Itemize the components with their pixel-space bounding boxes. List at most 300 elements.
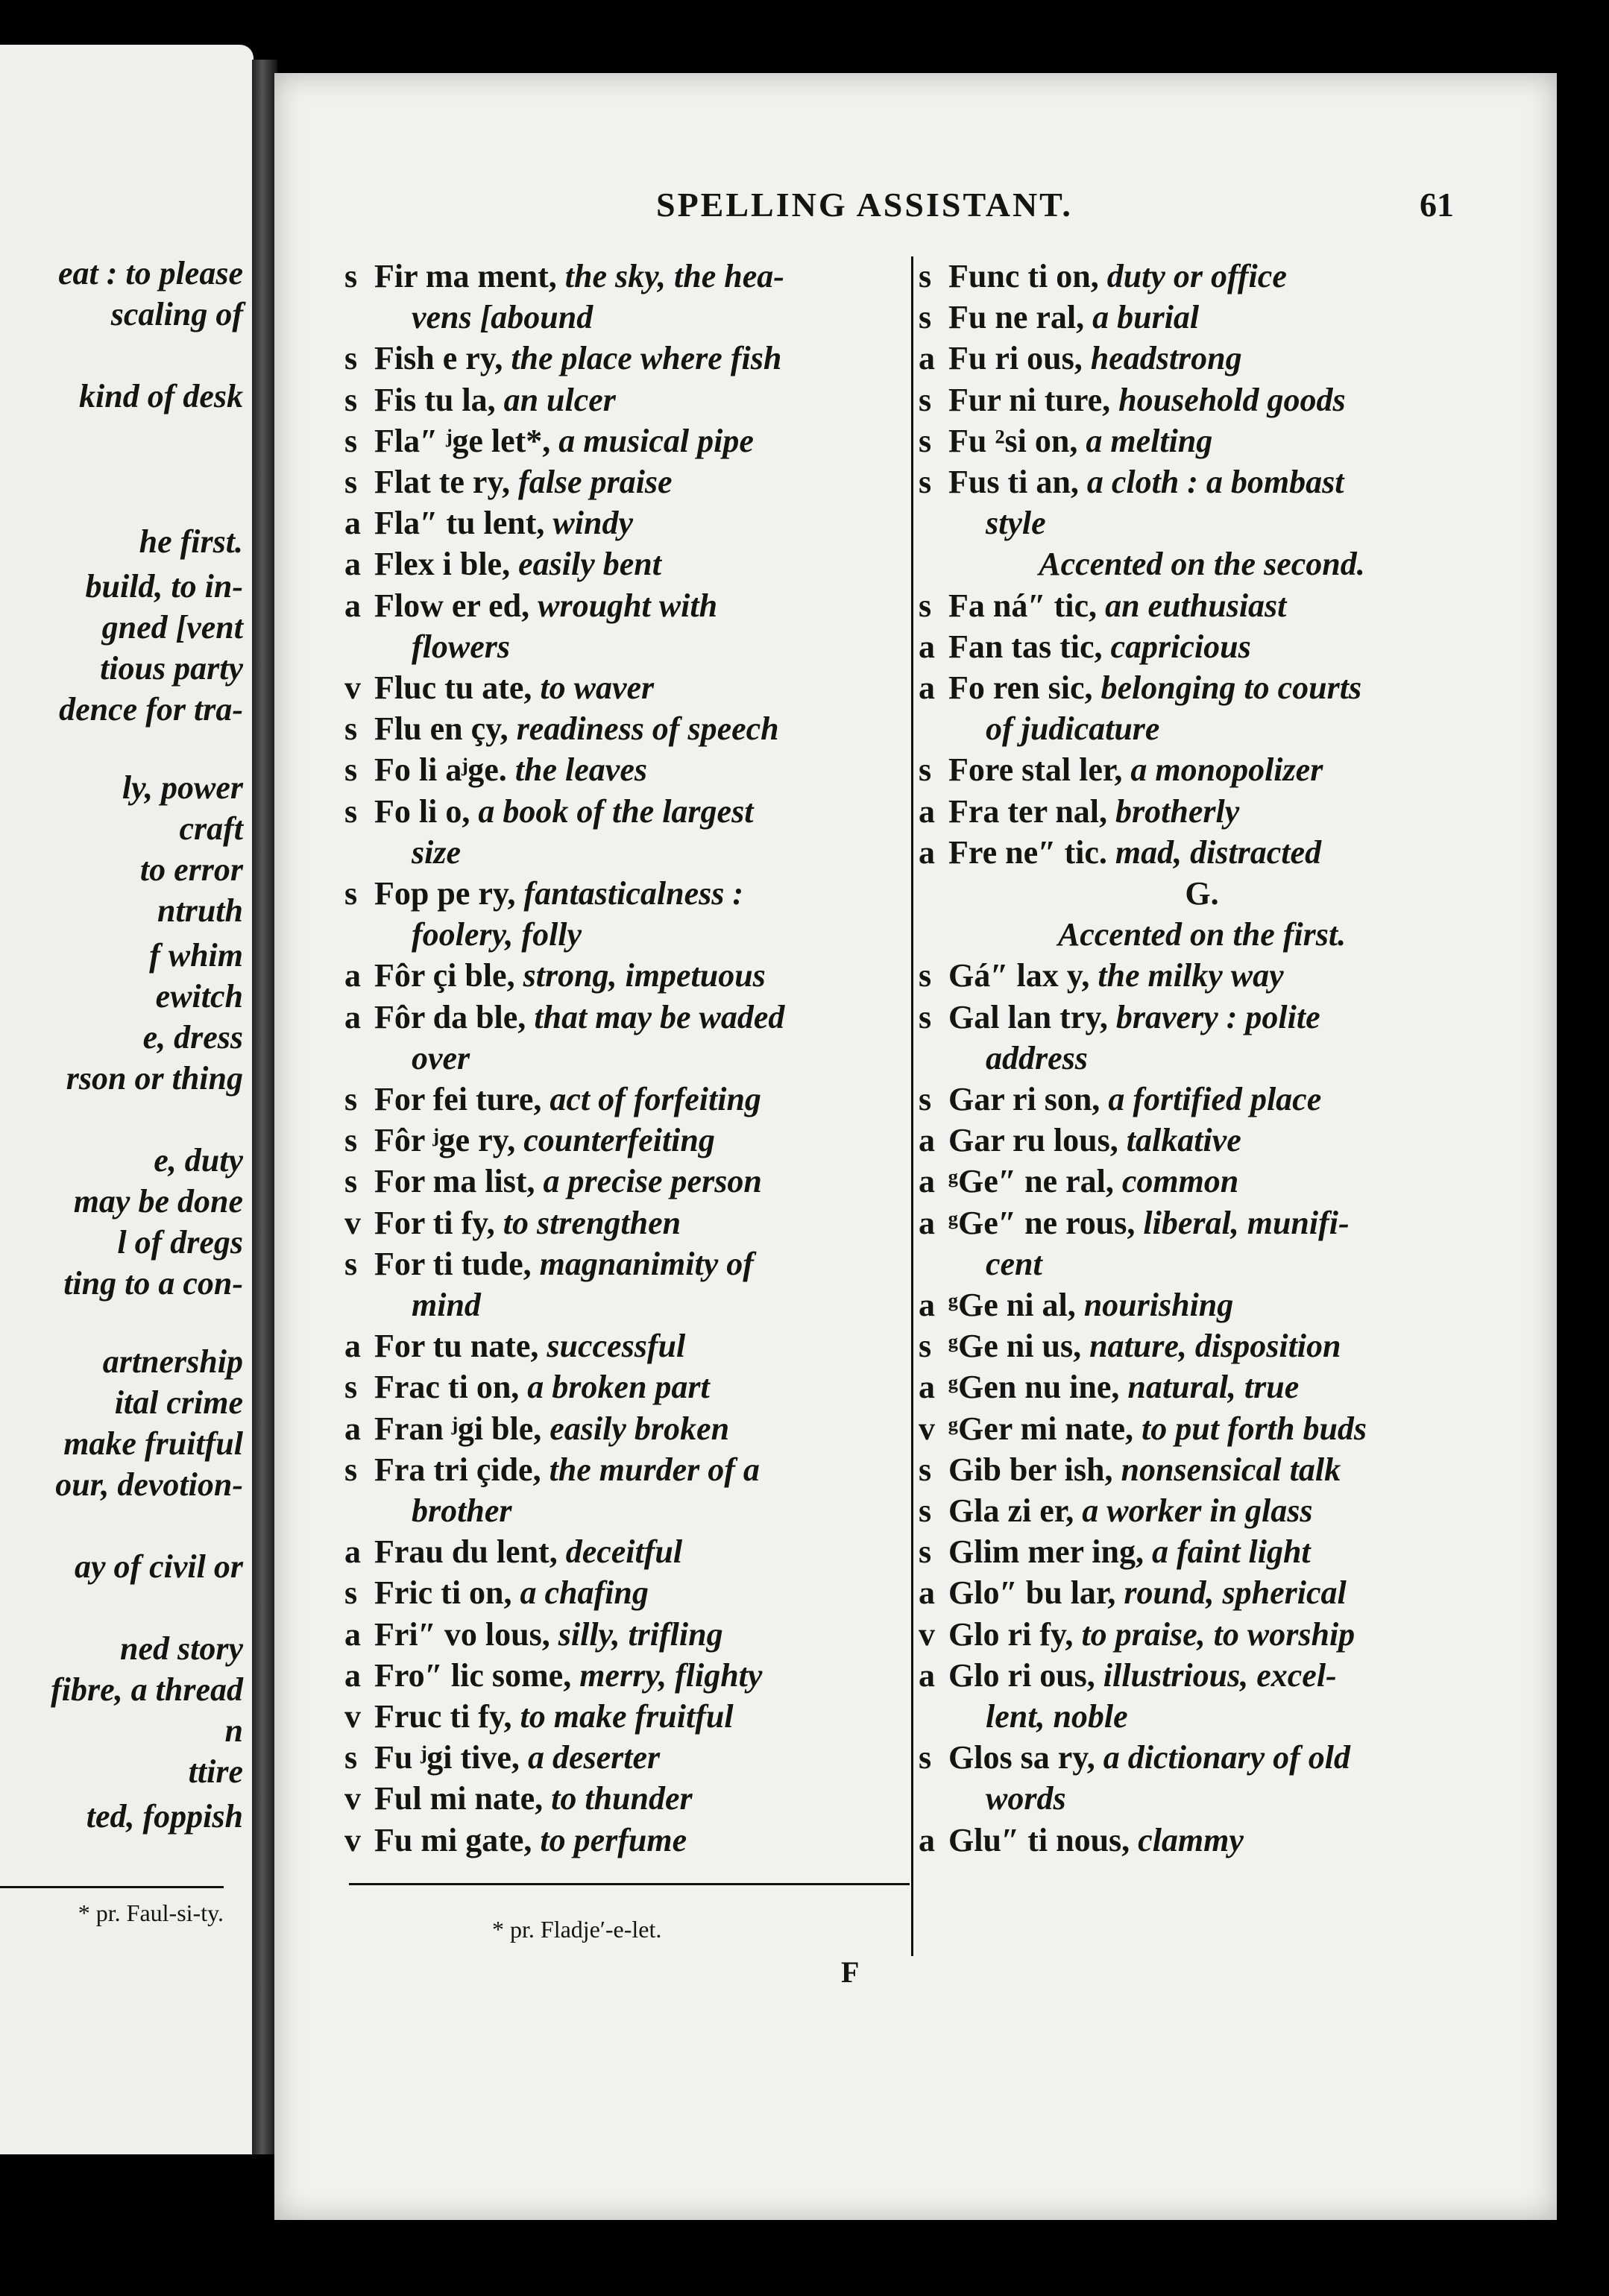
signature-mark: F: [841, 1955, 860, 1989]
dictionary-entry: [344, 503, 633, 543]
fragment-line: artnership: [102, 1343, 243, 1380]
entry-line: [919, 1244, 1042, 1284]
dictionary-entry: [344, 1779, 693, 1819]
column-divider: [911, 256, 913, 1956]
definition: a book of the largest: [478, 792, 754, 830]
entry-line: [919, 1779, 1066, 1819]
definition: nature, disposition: [1089, 1328, 1341, 1365]
headword: Fran ʲgi ble,: [374, 1410, 550, 1447]
fragment-line: l of dregs: [117, 1224, 243, 1261]
headword: Func ti on,: [948, 258, 1107, 294]
headword: Fluc tu ate,: [374, 669, 541, 706]
fragment-line: build, to in-: [85, 568, 243, 605]
dictionary-entry: [919, 1532, 1311, 1572]
entry-line: [344, 627, 510, 667]
headword: Fre ne″ tic.: [948, 833, 1115, 871]
fragment-line: ttire: [188, 1753, 243, 1790]
fragment-footnote-rule: [0, 1886, 224, 1888]
part-of-speech: s: [344, 340, 358, 377]
headword: Fu ʲgi tive,: [374, 1739, 528, 1776]
headword: Flat te ry,: [374, 464, 519, 500]
part-of-speech: s: [919, 587, 932, 624]
definition: easily bent: [518, 546, 661, 583]
definition: liberal, munifi-: [1143, 1204, 1350, 1241]
part-of-speech: s: [344, 792, 358, 830]
dictionary-entry: [344, 338, 781, 379]
headword: Fop pe ry,: [374, 875, 524, 912]
definition-continuation: mind: [412, 1287, 481, 1323]
dictionary-entry: [344, 874, 743, 914]
headword: Fôr da ble,: [374, 998, 535, 1035]
part-of-speech: s: [919, 1451, 932, 1488]
headword: ᵍGe″ ne rous,: [948, 1204, 1144, 1241]
definition: to perfume: [540, 1821, 687, 1858]
dictionary-entry: [919, 750, 1323, 790]
part-of-speech: a: [344, 1328, 361, 1365]
definition: brotherly: [1115, 792, 1240, 830]
part-of-speech: a: [344, 957, 361, 994]
definition: to put forth buds: [1142, 1410, 1367, 1447]
headword: For tu nate,: [374, 1328, 547, 1365]
part-of-speech: a: [919, 1204, 935, 1241]
part-of-speech: s: [344, 1122, 358, 1159]
dictionary-entry: [919, 1079, 1321, 1120]
headword: Flu en çy,: [374, 710, 517, 748]
fragment-line: tious party: [100, 650, 243, 687]
headword: Fra tri çide,: [374, 1451, 550, 1488]
definition: deceitful: [565, 1533, 683, 1571]
definition: a musical pipe: [558, 422, 754, 459]
headword: Fa ná″ tic,: [948, 587, 1106, 624]
part-of-speech: a: [919, 1287, 935, 1323]
definition: successful: [547, 1328, 686, 1365]
book-gutter: [252, 60, 277, 2154]
definition-continuation: over: [412, 1039, 470, 1076]
definition: counterfeiting: [523, 1122, 715, 1159]
headword: Glo″ bu lar,: [948, 1574, 1124, 1612]
part-of-speech: v: [919, 1410, 935, 1447]
dictionary-entry: [919, 462, 1344, 502]
entry-line: [919, 1038, 1088, 1079]
entry-line: [919, 1697, 1128, 1737]
definition-continuation: address: [986, 1039, 1088, 1076]
dictionary-entry: [919, 668, 1361, 708]
headword: Glos sa ry,: [948, 1739, 1103, 1776]
headword: ᵍGer mi nate,: [948, 1410, 1142, 1447]
footnote-rule: [349, 1883, 910, 1885]
headword: Fan tas tic,: [948, 628, 1111, 665]
headword: Fra ter nal,: [948, 792, 1116, 830]
headword: Fric ti on,: [374, 1574, 520, 1612]
dictionary-entry: [344, 1656, 762, 1696]
dictionary-entry: [344, 462, 673, 502]
fragment-line: eat : to please: [57, 255, 243, 291]
dictionary-entry: [344, 1203, 681, 1243]
dictionary-entry: [344, 1573, 649, 1613]
section-heading: Accented on the second.: [1039, 546, 1365, 583]
fragment-line: make fruitful: [63, 1425, 243, 1462]
headword: Fis tu la,: [374, 381, 504, 418]
definition-continuation: flowers: [412, 628, 510, 665]
definition: an euthusiast: [1105, 587, 1287, 624]
part-of-speech: a: [919, 833, 935, 871]
fragment-line: he first.: [139, 523, 243, 560]
part-of-speech: s: [919, 751, 932, 789]
part-of-speech: a: [344, 505, 361, 542]
dictionary-entry: [919, 1573, 1347, 1613]
headword: Fo ren sic,: [948, 669, 1101, 706]
dictionary-entry: [344, 421, 754, 461]
dictionary-entry: [344, 1120, 715, 1161]
part-of-speech: a: [919, 1574, 935, 1612]
fragment-line: gned [vent: [101, 609, 243, 646]
dictionary-entry: [919, 956, 1284, 996]
entry-line: [344, 833, 461, 873]
headword: ᵍGe ni al,: [948, 1287, 1084, 1323]
entry-line: [344, 297, 593, 338]
headword: Flex i ble,: [374, 546, 519, 583]
headword: ᵍGe″ ne ral,: [948, 1163, 1122, 1200]
headword: Glo ri ous,: [948, 1656, 1103, 1694]
part-of-speech: a: [919, 628, 935, 665]
headword: Fus ti an,: [948, 464, 1087, 500]
fragment-line: dence for tra-: [59, 691, 243, 728]
definition: a fortified place: [1108, 1081, 1322, 1117]
entry-line: [344, 1491, 511, 1531]
definition: illustrious, excel-: [1103, 1656, 1337, 1694]
definition: the murder of a: [549, 1451, 760, 1488]
fragment-footnote: * pr. Faul-si-ty.: [78, 1899, 224, 1926]
facing-page-fragment: [0, 45, 254, 2154]
headword: Gib ber ish,: [948, 1451, 1121, 1488]
definition: false praise: [518, 464, 673, 500]
definition: a burial: [1092, 299, 1200, 336]
dictionary-entry: [344, 1450, 760, 1490]
dictionary-entry: [344, 1820, 687, 1861]
dictionary-entry: [344, 1161, 762, 1202]
dictionary-entry: [919, 256, 1287, 297]
part-of-speech: a: [344, 1656, 361, 1694]
dictionary-entry: [344, 750, 647, 790]
part-of-speech: s: [344, 422, 358, 459]
fragment-line: ned story: [120, 1630, 243, 1667]
part-of-speech: s: [344, 1369, 358, 1406]
definition-continuation: cent: [986, 1245, 1042, 1282]
part-of-speech: s: [919, 1533, 932, 1571]
headword: Fôr çi ble,: [374, 957, 523, 994]
running-head: SPELLING ASSISTANT.: [656, 186, 1073, 224]
dictionary-entry: [344, 1367, 710, 1407]
definition: act of forfeiting: [550, 1081, 761, 1117]
entry-line: [919, 709, 1159, 749]
footnote: * pr. Fladje′-e-let.: [492, 1916, 662, 1943]
part-of-speech: s: [344, 464, 358, 500]
fragment-line: ewitch: [155, 978, 243, 1015]
definition-continuation: size: [412, 833, 461, 871]
headword: Gal lan try,: [948, 998, 1116, 1035]
definition: a broken part: [527, 1369, 710, 1406]
definition: round, spherical: [1124, 1574, 1347, 1612]
part-of-speech: s: [344, 381, 358, 418]
headword: Fla″ ʲge let*,: [374, 422, 559, 459]
definition: to praise, to worship: [1081, 1615, 1355, 1653]
part-of-speech: s: [919, 957, 932, 994]
definition-continuation: style: [986, 505, 1046, 542]
part-of-speech: v: [344, 669, 361, 706]
headword: For ti tude,: [374, 1245, 540, 1282]
definition: a chafing: [520, 1574, 649, 1612]
definition-continuation: foolery, folly: [412, 916, 582, 953]
part-of-speech: a: [919, 1122, 935, 1159]
definition-continuation: words: [986, 1780, 1066, 1817]
part-of-speech: s: [919, 299, 932, 336]
dictionary-entry: [344, 1409, 729, 1449]
definition: that may be waded: [534, 998, 785, 1035]
part-of-speech: a: [344, 1410, 361, 1447]
letter-heading: G.: [1185, 875, 1219, 912]
fragment-line: ting to a con-: [63, 1265, 243, 1302]
fragment-line: ntruth: [157, 892, 243, 929]
part-of-speech: a: [344, 1615, 361, 1653]
definition: wrought with: [538, 587, 718, 624]
definition: a dictionary of old: [1103, 1739, 1350, 1776]
headword: Fla″ tu lent,: [374, 505, 553, 542]
definition: an ulcer: [503, 381, 616, 418]
part-of-speech: v: [344, 1821, 361, 1858]
fragment-line: craft: [179, 810, 243, 847]
headword: Gar ru lous,: [948, 1122, 1127, 1159]
part-of-speech: a: [344, 998, 361, 1035]
dictionary-entry: [344, 792, 753, 832]
definition: duty or office: [1106, 258, 1287, 294]
definition: a deserter: [527, 1739, 661, 1776]
headword: Fur ni ture,: [948, 381, 1119, 418]
part-of-speech: a: [919, 792, 935, 830]
dictionary-entry: [919, 380, 1346, 420]
definition: to strengthen: [503, 1204, 681, 1241]
definition: to make fruitful: [520, 1698, 734, 1735]
headword: Ful mi nate,: [374, 1780, 552, 1817]
definition: household goods: [1118, 381, 1346, 418]
fragment-line: fibre, a thread: [51, 1671, 243, 1708]
headword: Fo li aʲge.: [374, 751, 515, 789]
part-of-speech: s: [919, 464, 932, 500]
dictionary-entry: [919, 421, 1212, 461]
part-of-speech: s: [919, 422, 932, 459]
dictionary-entry: [344, 997, 784, 1038]
column-right: [919, 256, 1485, 1993]
definition-continuation: brother: [412, 1492, 512, 1529]
dictionary-entry: [919, 1409, 1367, 1449]
fragment-line: ted, foppish: [86, 1798, 243, 1835]
headword: Gar ri son,: [948, 1081, 1109, 1117]
dictionary-entry: [344, 1079, 761, 1120]
definition: the leaves: [514, 751, 647, 789]
definition: a worker in glass: [1082, 1492, 1313, 1529]
part-of-speech: a: [919, 1656, 935, 1694]
headword: Fish e ry,: [374, 340, 511, 377]
definition-continuation: vens [abound: [412, 299, 593, 336]
definition: strong, impetuous: [523, 957, 766, 994]
definition: nonsensical talk: [1121, 1451, 1341, 1488]
part-of-speech: s: [919, 1739, 932, 1776]
definition: talkative: [1126, 1122, 1241, 1159]
part-of-speech: s: [344, 1163, 358, 1200]
headword: Fo li o,: [374, 792, 479, 830]
headword: Glo ri fy,: [948, 1615, 1082, 1653]
part-of-speech: a: [919, 1369, 935, 1406]
definition: windy: [552, 505, 633, 542]
headword: Glu″ ti nous,: [948, 1821, 1139, 1858]
definition: the milky way: [1098, 957, 1284, 994]
definition: a monopolizer: [1130, 751, 1323, 789]
part-of-speech: s: [344, 710, 358, 748]
dictionary-entry: [919, 627, 1251, 667]
dictionary-entry: [919, 1491, 1313, 1531]
dictionary-entry: [919, 297, 1199, 338]
definition: clammy: [1138, 1821, 1244, 1858]
dictionary-entry: [344, 1326, 685, 1366]
definition: common: [1121, 1163, 1239, 1200]
definition: a faint light: [1151, 1533, 1311, 1571]
dictionary-entry: [344, 1615, 723, 1655]
fragment-line: n: [224, 1712, 243, 1749]
fragment-line: ital crime: [114, 1384, 243, 1421]
definition: readiness of speech: [516, 710, 779, 748]
dictionary-entry: [919, 1738, 1350, 1778]
definition: nourishing: [1083, 1287, 1234, 1323]
fragment-line: our, devotion-: [55, 1466, 243, 1503]
part-of-speech: s: [919, 1081, 932, 1117]
definition: bravery : polite: [1115, 998, 1320, 1035]
fragment-line: kind of desk: [79, 378, 243, 414]
part-of-speech: v: [344, 1698, 361, 1735]
dictionary-entry: [344, 668, 654, 708]
part-of-speech: s: [344, 1574, 358, 1612]
entry-line: [344, 1285, 481, 1325]
fragment-line: ly, power: [122, 769, 243, 806]
definition: belonging to courts: [1101, 669, 1362, 706]
dictionary-entry: [344, 1738, 660, 1778]
part-of-speech: s: [919, 381, 932, 418]
headword: For ma list,: [374, 1163, 544, 1200]
definition: headstrong: [1090, 340, 1242, 377]
definition: a melting: [1086, 422, 1213, 459]
part-of-speech: a: [344, 1533, 361, 1571]
part-of-speech: a: [919, 669, 935, 706]
definition: capricious: [1110, 628, 1251, 665]
headword: Fore stal ler,: [948, 751, 1131, 789]
fragment-line: e, dress: [142, 1019, 243, 1056]
headword: For fei ture,: [374, 1081, 550, 1117]
part-of-speech: s: [919, 1328, 932, 1365]
definition: merry, flighty: [579, 1656, 763, 1694]
dictionary-entry: [344, 1697, 734, 1737]
part-of-speech: a: [344, 587, 361, 624]
part-of-speech: v: [919, 1615, 935, 1653]
part-of-speech: a: [919, 1821, 935, 1858]
fragment-line: e, duty: [154, 1142, 243, 1179]
definition: the place where fish: [511, 340, 782, 377]
headword: For ti fy,: [374, 1204, 503, 1241]
fragment-line: ay of civil or: [74, 1548, 243, 1585]
definition: silly, trifling: [558, 1615, 723, 1653]
part-of-speech: s: [344, 258, 358, 294]
definition: the sky, the hea-: [564, 258, 784, 294]
dictionary-entry: [919, 1120, 1241, 1161]
part-of-speech: s: [919, 258, 932, 294]
part-of-speech: s: [344, 751, 358, 789]
dictionary-entry: [919, 1367, 1299, 1407]
definition: magnanimity of: [539, 1245, 754, 1282]
part-of-speech: s: [344, 875, 358, 912]
headword: ᵍGe ni us,: [948, 1328, 1090, 1365]
dictionary-entry: [919, 792, 1239, 832]
part-of-speech: a: [344, 546, 361, 583]
fragment-line: rson or thing: [66, 1060, 243, 1097]
entry-line: [344, 915, 582, 955]
dictionary-entry: [919, 1203, 1350, 1243]
section-heading: Accented on the first.: [1057, 916, 1347, 953]
part-of-speech: v: [344, 1780, 361, 1817]
dictionary-entry: [919, 1161, 1238, 1202]
headword: Gá″ lax y,: [948, 957, 1098, 994]
dictionary-entry: [919, 1326, 1341, 1366]
dictionary-entry: [919, 1285, 1233, 1325]
definition: easily broken: [550, 1410, 730, 1447]
definition-continuation: of judicature: [986, 710, 1160, 748]
definition: natural, true: [1127, 1369, 1300, 1406]
dictionary-entry: [344, 256, 784, 297]
dictionary-entry: [919, 1656, 1337, 1696]
part-of-speech: s: [919, 1492, 932, 1529]
definition: a cloth : a bombast: [1086, 464, 1344, 500]
definition: a precise person: [543, 1163, 762, 1200]
dictionary-entry: [344, 709, 779, 749]
part-of-speech: s: [344, 1245, 358, 1282]
part-of-speech: v: [344, 1204, 361, 1241]
entry-line: [344, 1038, 470, 1079]
headword: Frau du lent,: [374, 1533, 566, 1571]
part-of-speech: s: [344, 1739, 358, 1776]
headword: Flow er ed,: [374, 587, 538, 624]
dictionary-entry: [344, 380, 616, 420]
definition: to thunder: [551, 1780, 693, 1817]
part-of-speech: s: [919, 998, 932, 1035]
part-of-speech: s: [344, 1451, 358, 1488]
definition: fantasticalness :: [523, 875, 744, 912]
headword: Fruc ti fy,: [374, 1698, 520, 1735]
fragment-line: f whim: [149, 937, 243, 974]
dictionary-entry: [344, 544, 661, 584]
dictionary-entry: [344, 1244, 754, 1284]
fragment-line: scaling of: [110, 296, 243, 332]
headword: Gla zi er,: [948, 1492, 1083, 1529]
dictionary-entry: [919, 833, 1321, 873]
fragment-line: may be done: [73, 1183, 243, 1220]
column-left: [344, 256, 911, 1882]
headword: Fu ne ral,: [948, 299, 1093, 336]
part-of-speech: s: [344, 1081, 358, 1117]
headword: Fir ma ment,: [374, 258, 565, 294]
dictionary-entry: [919, 1615, 1355, 1655]
headword: Frac ti on,: [374, 1369, 528, 1406]
definition: mad, distracted: [1115, 833, 1322, 871]
entry-line: [919, 503, 1046, 543]
headword: Fu mi gate,: [374, 1821, 541, 1858]
headword: Fu ²si on,: [948, 422, 1086, 459]
headword: Glim mer ing,: [948, 1533, 1152, 1571]
